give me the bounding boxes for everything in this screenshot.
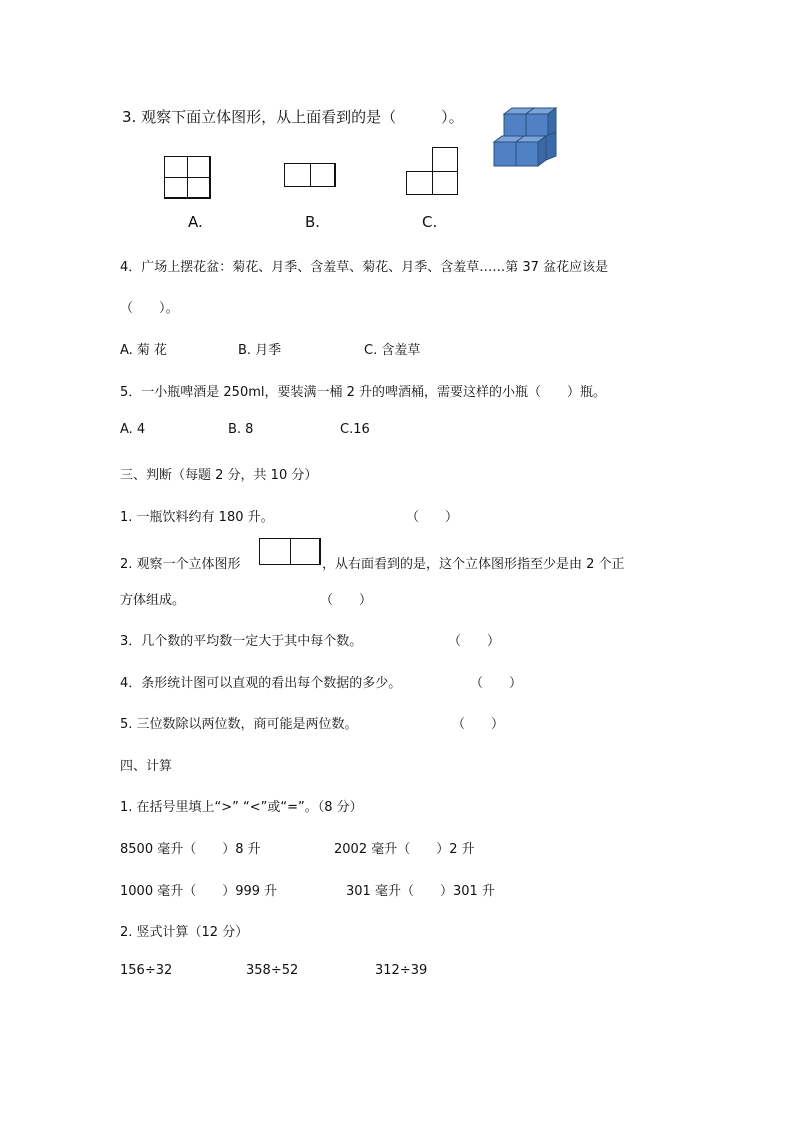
calc-q2-title: 2. 竖式计算（12 分） bbox=[120, 925, 249, 940]
option-a-figure bbox=[164, 156, 210, 198]
compare-1: 8500 毫升（ ）8 升 bbox=[120, 842, 261, 857]
judge-2-figure bbox=[259, 538, 320, 565]
division-2: 358÷52 bbox=[246, 963, 299, 978]
judge-3-text: 3．几个数的平均数一定大于其中每个数。 bbox=[120, 634, 363, 649]
judge-4-text: 4．条形统计图可以直观的看出每个数据的多少。 bbox=[120, 676, 402, 691]
judge-5-paren: （ ） bbox=[452, 717, 505, 732]
judge-1-text: 1. 一瓶饮料约有 180 升。 bbox=[120, 510, 274, 525]
judge-2-text-b: ，从右面看到的是，这个立体图形指至少是由 2 个正 bbox=[322, 557, 625, 572]
q5-text: 5．一小瓶啤酒是 250ml，要装满一桶 2 升的啤酒桶，需要这样的小瓶（ ）瓶。 bbox=[120, 385, 607, 400]
division-3: 312÷39 bbox=[375, 963, 428, 978]
judge-2-paren: （ ） bbox=[320, 593, 373, 608]
option-b-figure bbox=[284, 163, 335, 187]
judge-2-text-a: 2. 观察一个立体图形 bbox=[120, 557, 241, 572]
compare-4: 301 毫升（ ）301 升 bbox=[346, 884, 495, 899]
section3-title: 三、判断（每题 2 分，共 10 分） bbox=[120, 468, 318, 483]
section4-title: 四、计算 bbox=[120, 759, 173, 774]
cube-figure bbox=[490, 106, 560, 172]
compare-3: 1000 毫升（ ）999 升 bbox=[120, 884, 278, 899]
compare-2: 2002 毫升（ ）2 升 bbox=[334, 842, 475, 857]
q4-line1: 4．广场上摆花盆：菊花、月季、含羞草、菊花、月季、含羞草……第 37 盆花应该是 bbox=[120, 260, 609, 275]
q3-option-a: A. bbox=[188, 213, 203, 231]
q4-option-a: A. 菊 花 bbox=[120, 343, 168, 358]
option-c-figure bbox=[406, 147, 458, 195]
q4-option-b: B. 月季 bbox=[238, 343, 282, 358]
q3-option-b: B. bbox=[305, 213, 321, 231]
q3-text: 3. 观察下面立体图形，从上面看到的是（ ）。 bbox=[122, 108, 464, 126]
division-1: 156÷32 bbox=[120, 963, 173, 978]
judge-2-line2: 方体组成。 bbox=[120, 593, 186, 608]
q5-option-b: B. 8 bbox=[228, 422, 254, 437]
judge-3-paren: （ ） bbox=[448, 634, 501, 649]
judge-1-paren: （ ） bbox=[406, 510, 459, 525]
judge-4-paren: （ ） bbox=[470, 676, 523, 691]
q5-option-c: C.16 bbox=[340, 422, 370, 437]
judge-5-text: 5. 三位数除以两位数，商可能是两位数。 bbox=[120, 717, 358, 732]
q5-option-a: A. 4 bbox=[120, 422, 146, 437]
q4-option-c: C. 含羞草 bbox=[364, 343, 421, 358]
calc-q1-title: 1. 在括号里填上“>” “<”或“=”。（8 分） bbox=[120, 800, 363, 815]
cube-front-face bbox=[504, 114, 526, 138]
q4-line2: （ ）。 bbox=[120, 301, 179, 316]
q3-option-c: C. bbox=[422, 213, 438, 231]
